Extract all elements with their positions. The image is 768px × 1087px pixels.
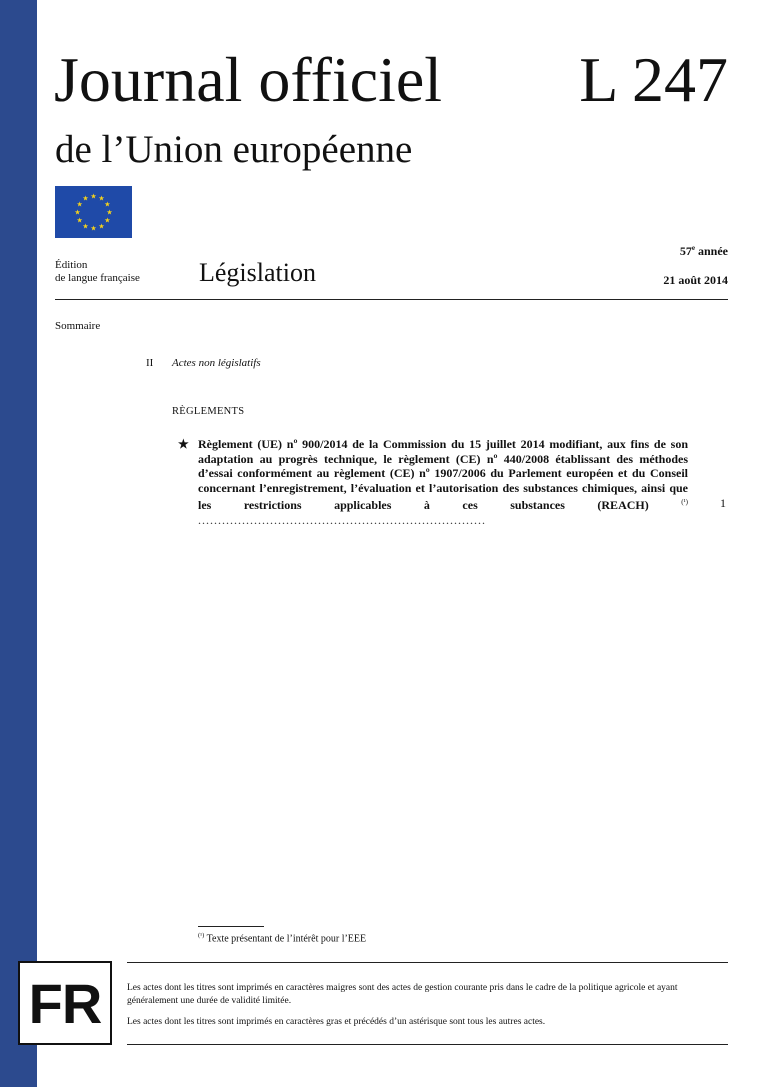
flag-star: ★ — [76, 216, 83, 225]
summary-label: Sommaire — [55, 320, 101, 332]
flag-star: ★ — [82, 222, 89, 231]
footnote-text: Texte présentant de l’intérêt pour l’EEE — [206, 933, 367, 945]
footnote-divider — [198, 926, 264, 927]
footer-note-1: Les actes dont les titres sont imprimés en caractères maigres sont des actes de gestion courante pris dans le cadre de la politique agricole et ayant généralement une durée de validité limitée. — [127, 983, 678, 1006]
part-title: Actes non législatifs — [172, 357, 261, 369]
flag-star: ★ — [74, 208, 81, 217]
flag-star: ★ — [104, 216, 111, 225]
notes-top-divider — [127, 962, 728, 963]
side-color-bar — [0, 0, 37, 1087]
year-ordinal: e — [691, 244, 695, 252]
footnote — [198, 932, 366, 944]
flag-star: ★ — [82, 194, 89, 203]
entry-title: Règlement (UE) nº 900/2014 de la Commission du 15 juillet 2014 modifiant, aux fins de son adaptation au progrès technique, le règlement (CE) nº 440/2008 établissant des méthodes d’essai conformément au règlement (CE) nº 1907/2006 du Parlement européen et du Conseil concernant l’enregistrement, l’évaluation et l’autorisation des substances chimiques, ainsi que les restrictions applicables à ces substances (REACH) — [198, 437, 688, 513]
year-number: 57 — [679, 244, 692, 258]
footnote-marker: (¹) — [198, 932, 205, 939]
flag-star: ★ — [90, 192, 97, 201]
publication-date: 21 août 2014 — [663, 273, 728, 287]
language-code-box — [18, 961, 112, 1045]
flag-star: ★ — [98, 194, 105, 203]
eu-flag-icon — [55, 186, 132, 238]
issue-number: L 247 — [579, 44, 728, 115]
flag-star: ★ — [104, 200, 111, 209]
entry-page-number[interactable]: 1 — [720, 496, 726, 510]
contents-entry[interactable] — [198, 437, 688, 528]
part-number: II — [146, 357, 154, 369]
edition-line-1: Édition — [55, 259, 88, 271]
flag-star: ★ — [76, 200, 83, 209]
publication-year — [680, 244, 728, 259]
edition-line-2: de langue française — [55, 272, 140, 284]
footer-note-2: Les actes dont les titres sont imprimés en caractères gras et précédés d’un astérisque sont tous les autres actes. — [127, 1017, 546, 1027]
edition-label — [55, 259, 140, 285]
section-title: Législation — [199, 258, 316, 287]
flag-star: ★ — [98, 222, 105, 231]
asterisk-marker: ★ — [178, 437, 189, 451]
flag-star: ★ — [106, 208, 113, 217]
notes-bottom-divider — [127, 1044, 728, 1045]
footnote-reference[interactable]: (¹) — [681, 498, 688, 507]
dot-leader: ........................................................................ — [198, 512, 486, 527]
category-heading: RÈGLEMENTS — [172, 406, 245, 417]
journal-title: Journal officiel — [54, 44, 443, 115]
header-divider — [55, 299, 728, 300]
year-word: année — [698, 244, 728, 258]
flag-star: ★ — [90, 224, 97, 233]
journal-subtitle: de l’Union européenne — [55, 128, 413, 171]
language-code: FR — [28, 972, 102, 1035]
